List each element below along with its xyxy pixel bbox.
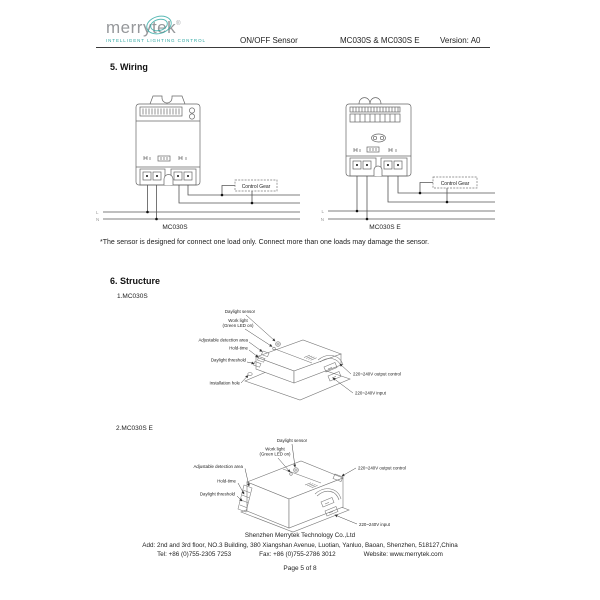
wiring-diagrams [95, 86, 500, 238]
line-l-label-left: L [96, 210, 99, 215]
callout-input: 220~240V input [355, 390, 386, 396]
footer-tel: Tel: +86 (0)755-2305 7253 [157, 551, 232, 558]
callout-work-light: Work light [265, 446, 285, 452]
wiring-left-wires [96, 180, 300, 231]
callout-installation-hole: Installation hole [209, 380, 240, 386]
line-n-label-right: N [320, 217, 324, 222]
diagram1-caption: MC030S [162, 224, 188, 231]
control-gear-label-right: Control Gear [440, 181, 470, 187]
diagram2-caption: MC030S E [369, 224, 401, 231]
callout-work-light-2: (Green LED on) [222, 323, 254, 328]
callout-daylight-threshold: Daylight threshold [199, 491, 235, 497]
control-gear-label-left: Control Gear [241, 184, 271, 190]
callout-daylight-sensor: Daylight sensor [276, 438, 308, 443]
footer-page-number: Page 5 of 8 [283, 565, 317, 572]
structure-diagram-mc030s [190, 303, 402, 418]
callout-daylight-sensor: Daylight sensor [224, 309, 256, 314]
structure-heading: 6. Structure [110, 276, 161, 286]
callout-daylight-threshold: Daylight threshold [210, 357, 246, 363]
callout-input: 220~240V input [359, 522, 390, 527]
wiring-device-mc030s [136, 96, 200, 185]
wiring-device-mc030s-e [346, 98, 411, 176]
header-version: Version: A0 [440, 36, 481, 45]
daylight-sensor-lens [276, 342, 281, 347]
callout-hold-time: Hold-time [217, 478, 236, 484]
structure-item2-title: 2.MC030S E [116, 425, 153, 432]
wiring-note: *The sensor is designed for connect one load only. Connect more than one loads may damage the sensor. [100, 239, 430, 246]
footer-address: Add: 2nd and 3rd floor, NO.3 Building, 380 Xiangshan Avenue, Luotian, Yanluo, Baoan, Shenzhen, 518127,China [142, 542, 458, 549]
structure-diagram-mc030s-e [195, 432, 410, 540]
callout-output-control: 220~240V output control [353, 371, 401, 377]
logo-text: merrytek [106, 18, 177, 37]
line-l-label-right: L [321, 209, 324, 214]
iso-device-mc030s [245, 340, 350, 400]
wiring-heading: 5. Wiring [110, 62, 148, 72]
footer-fax: Fax: +86 (0)755-2786 3012 [259, 551, 336, 558]
callout-detection-area: Adjustable detection area [193, 464, 243, 469]
structure-item1-title: 1.MC030S [117, 293, 148, 300]
wiring-right-wires [321, 176, 495, 231]
work-light-led [273, 347, 276, 350]
callout-output-control: 220~240V output control [358, 465, 406, 471]
header-models: MC030S & MC030S E [340, 36, 420, 45]
registered-trademark-icon: ® [176, 21, 182, 27]
iso-device-mc030s-e [238, 461, 349, 532]
footer-company: Shenzhen Merrytek Technology Co.,Ltd [244, 532, 356, 539]
footer-contact-row [0, 551, 600, 558]
merrytek-logo [106, 16, 236, 43]
header-rule [96, 47, 490, 48]
header-doc-type: ON/OFF Sensor [240, 36, 298, 45]
logo-tagline: INTELLIGENT LIGHTING CONTROL [106, 38, 206, 43]
installation-hole [248, 373, 252, 376]
callout-hold-time: Hold-time [229, 345, 248, 351]
line-n-label-left: N [96, 217, 100, 222]
callout-detection-area: Adjustable detection area [198, 337, 248, 343]
callout-work-light-2: (Green LED on) [259, 451, 291, 457]
callout-work-light: Work light [228, 318, 248, 323]
footer-website: Website: www.merrytek.com [363, 551, 443, 558]
